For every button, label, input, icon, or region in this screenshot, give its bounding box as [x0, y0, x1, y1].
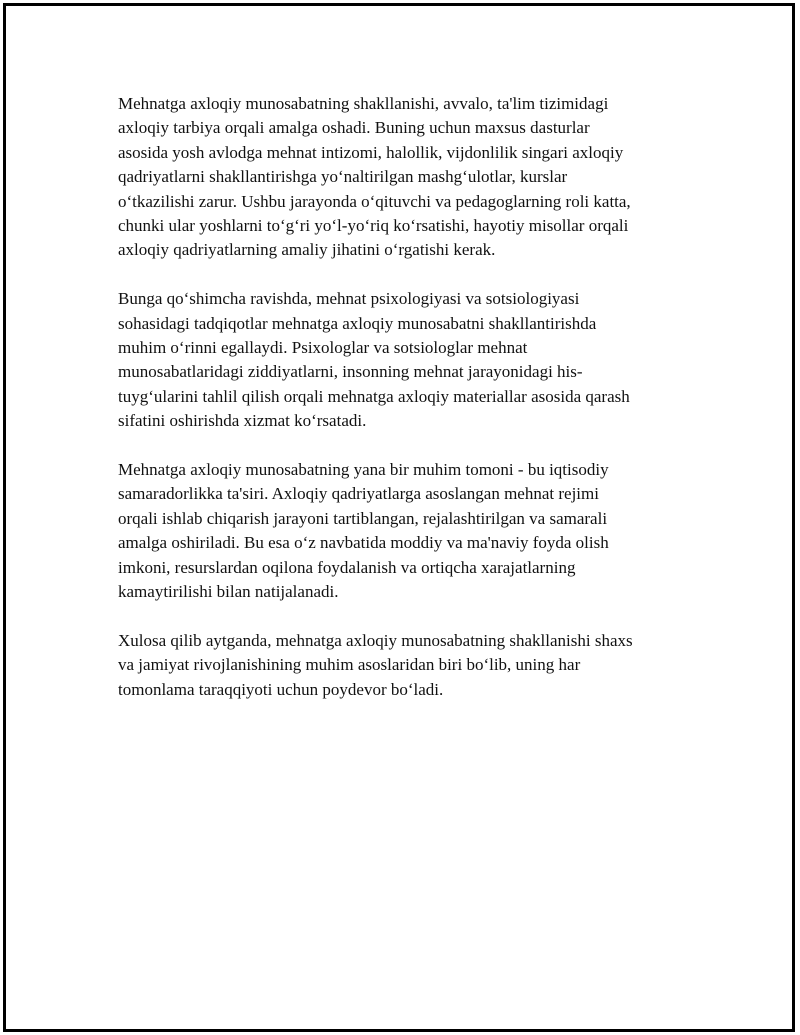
paragraph-line: chunki ular yoshlarni to‘g‘ri yo‘l-yo‘riq ko‘rsatishi, hayotiy misollar orqali	[118, 216, 629, 236]
paragraph-line: tomonlama taraqqiyoti uchun poydevor bo‘ladi.	[118, 679, 444, 699]
paragraph-line: kamaytirilishi bilan natijalanadi.	[118, 582, 339, 602]
paragraph-line: Mehnatga axloqiy munosabatning yana bir muhim tomoni - bu iqtisodiy	[118, 460, 609, 480]
paragraph-3	[118, 458, 678, 604]
paragraph-line: sifatini oshirishda xizmat ko‘rsatadi.	[118, 411, 367, 431]
paragraph-line: muhim o‘rinni egallaydi. Psixologlar va sotsiologlar mehnat	[118, 338, 528, 358]
paragraph-line: va jamiyat rivojlanishining muhim asoslaridan biri bo‘lib, uning har	[118, 655, 581, 675]
paragraph-line: Bunga qo‘shimcha ravishda, mehnat psixologiyasi va sotsiologiyasi	[118, 289, 580, 309]
paragraph-line: tuyg‘ularini tahlil qilish orqali mehnatga axloqiy materiallar asosida qarash	[118, 386, 630, 406]
paragraph-1	[118, 92, 678, 263]
paragraph-line: axloqiy qadriyatlarning amaliy jihatini o‘rgatishi kerak.	[118, 240, 496, 260]
paragraph-line: qadriyatlarni shakllantirishga yo‘naltirilgan mashg‘ulotlar, kurslar	[118, 167, 568, 187]
paragraph-line: Mehnatga axloqiy munosabatning shakllanishi, avvalo, ta'lim tizimidagi	[118, 94, 609, 113]
paragraph-line: amalga oshiriladi. Bu esa o‘z navbatida moddiy va ma'naviy foyda olish	[118, 533, 609, 553]
paragraph-line: imkoni, resurslardan oqilona foydalanish va ortiqcha xarajatlarning	[118, 557, 576, 577]
paragraph-2	[118, 287, 678, 433]
paragraph-line: sohasidagi tadqiqotlar mehnatga axloqiy munosabatni shakllantirishda	[118, 313, 597, 333]
paragraph-4	[118, 629, 678, 702]
paragraph-line: samaradorlikka ta'siri. Axloqiy qadriyatlarga asoslangan mehnat rejimi	[118, 484, 599, 504]
document-body	[118, 92, 678, 727]
paragraph-line: axloqiy tarbiya orqali amalga oshadi. Buning uchun maxsus dasturlar	[118, 118, 590, 138]
paragraph-line: o‘tkazilishi zarur. Ushbu jarayonda o‘qituvchi va pedagoglarning roli katta,	[118, 191, 631, 211]
paragraph-line: munosabatlaridagi ziddiyatlarni, insonning mehnat jarayonidagi his-	[118, 362, 583, 382]
paragraph-line: orqali ishlab chiqarish jarayoni tartiblangan, rejalashtirilgan va samarali	[118, 508, 608, 528]
paragraph-line: Xulosa qilib aytganda, mehnatga axloqiy munosabatning shakllanishi shaxs	[118, 630, 633, 650]
paragraph-line: asosida yosh avlodga mehnat intizomi, halollik, vijdonlilik singari axloqiy	[118, 142, 624, 162]
